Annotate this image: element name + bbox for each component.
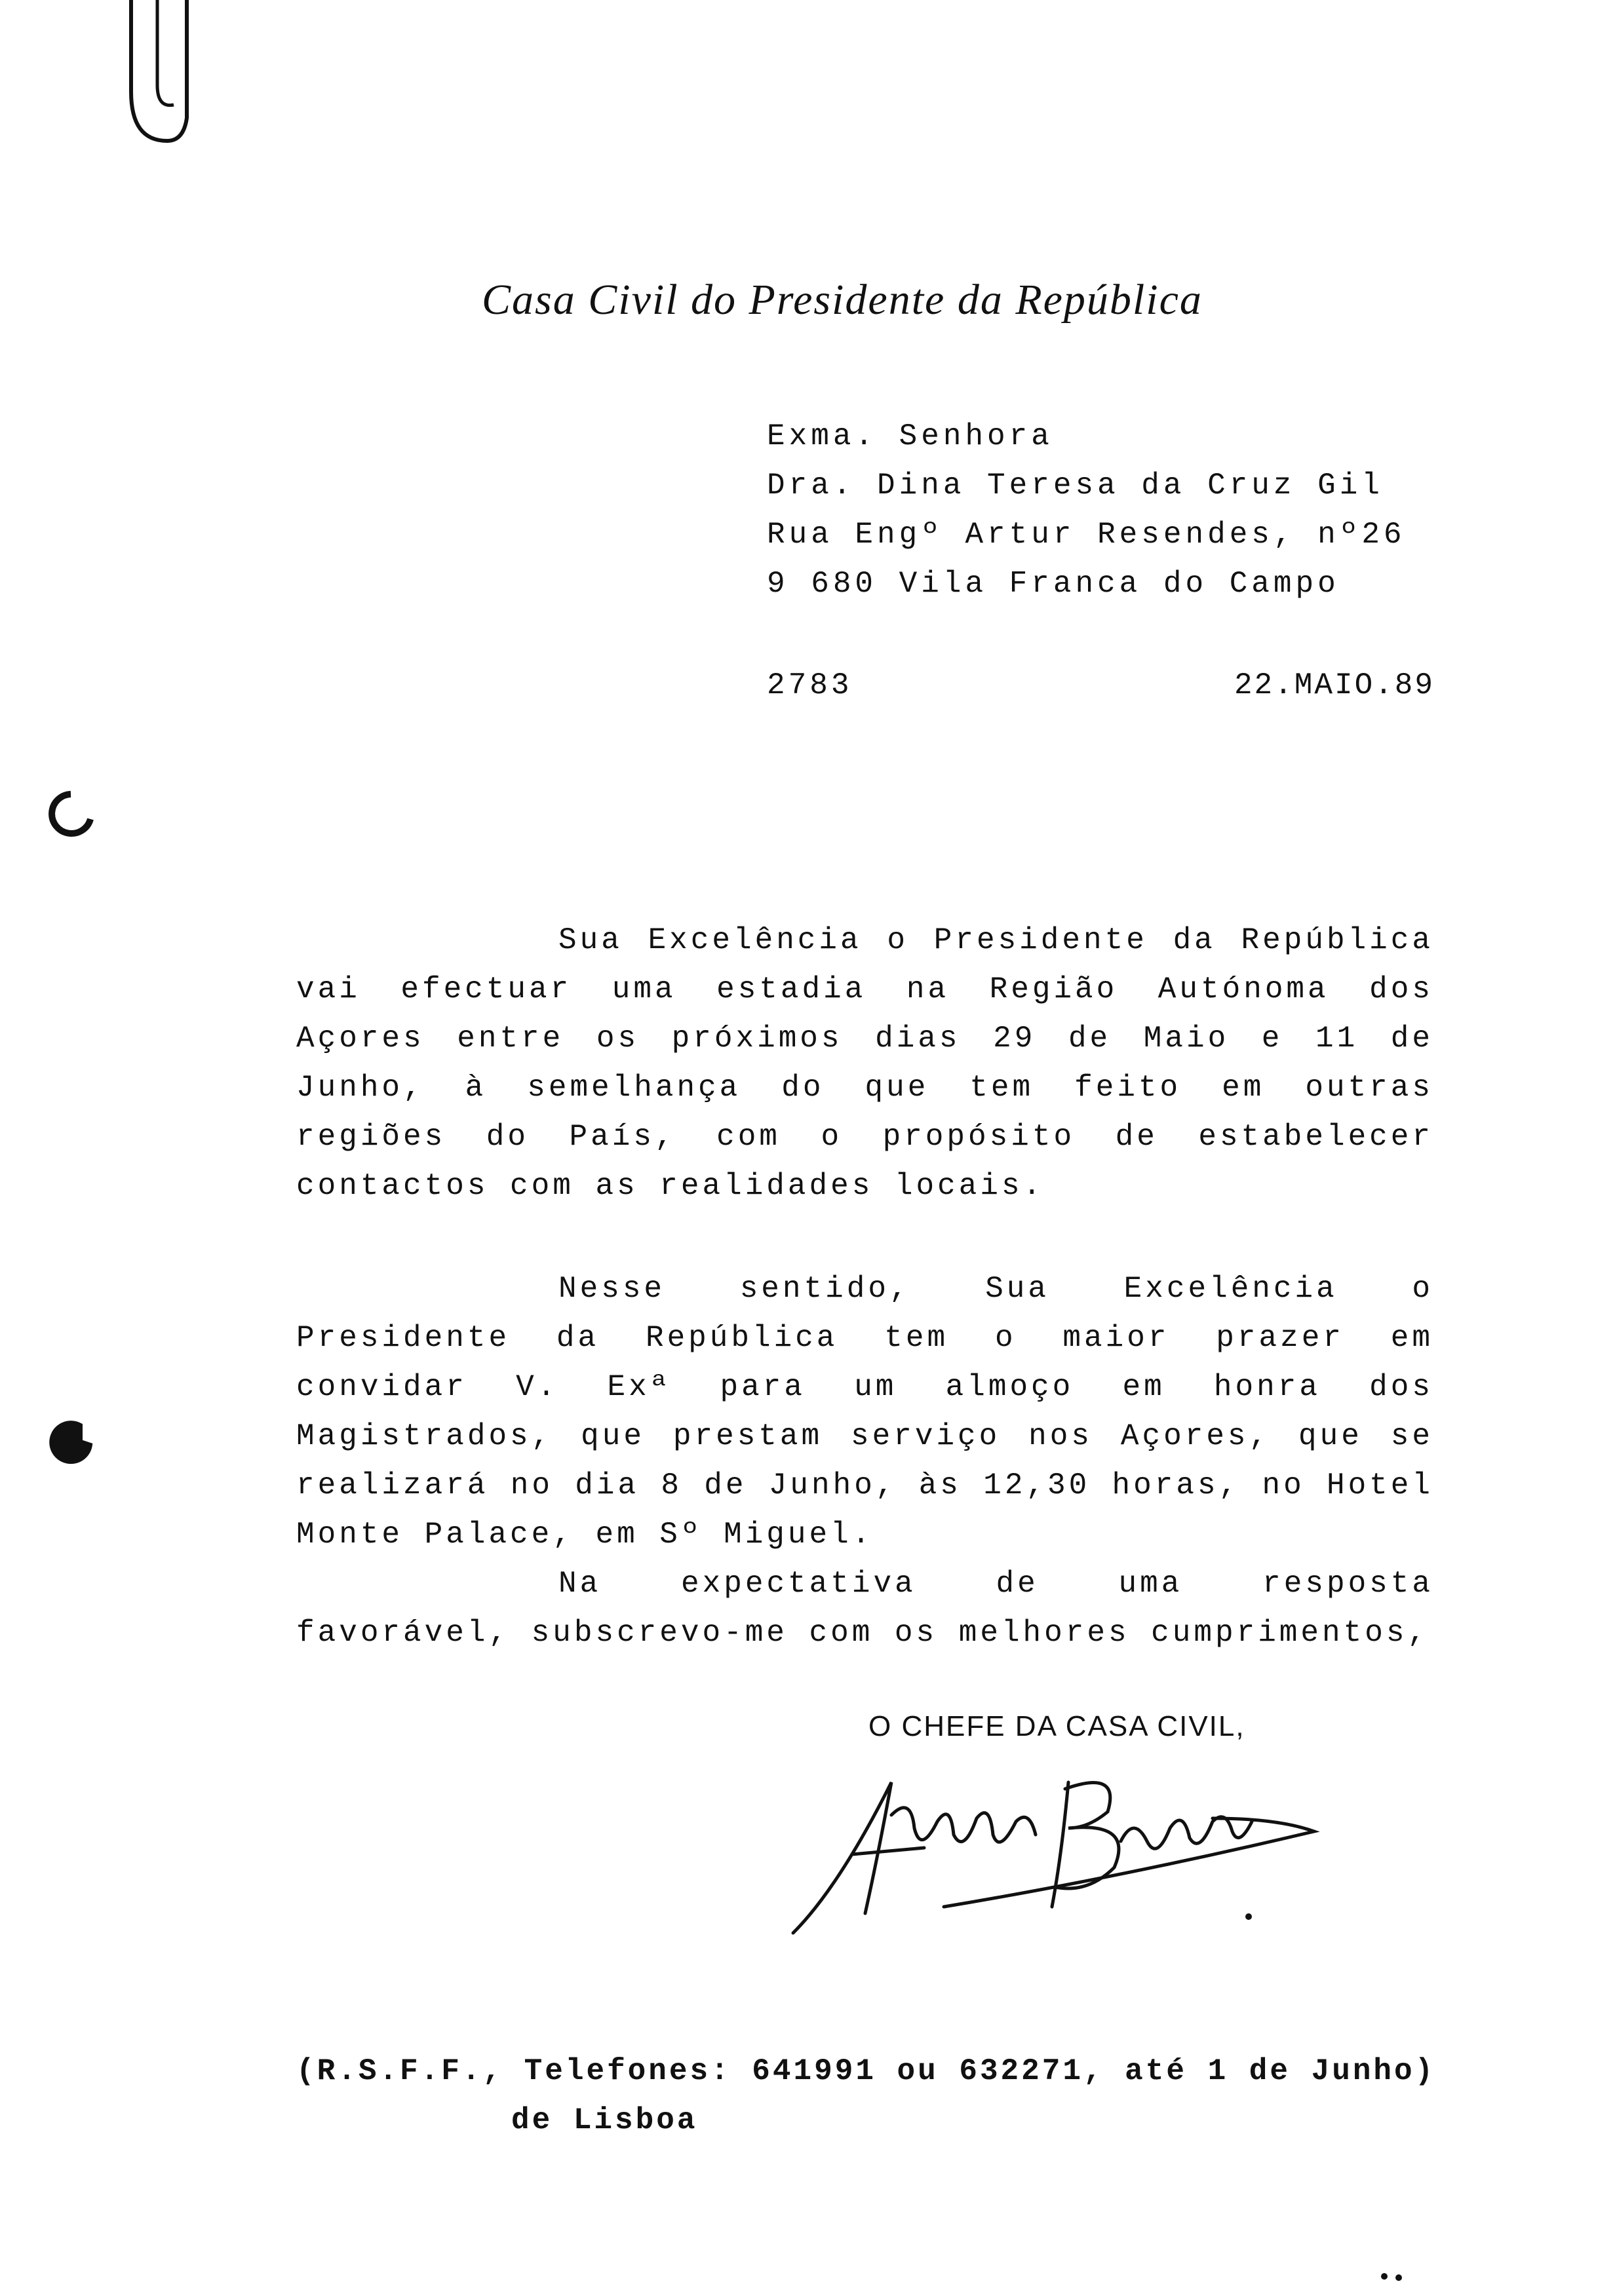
reference-number: 2783 — [767, 668, 853, 702]
body-paragraph-1: Sua Excelência o Presidente da República vai efectuar uma estadia na Região Autónoma dos Açores entre os próximos dias 29 de Maio e 11 de Junho, à semelhança do que tem feito em outras regiões do País, com o propósito de estabelecer contactos com as realidades locais. — [296, 923, 1433, 1203]
punch-hole-mark — [45, 786, 104, 845]
letterhead-title: Casa Civil do Presidente da República — [482, 276, 1203, 324]
recipient-salutation: Exma. Senhora — [767, 419, 1053, 453]
body-paragraph-2: Nesse sentido, Sua Excelência o Presidente da República tem o maior prazer em convidar V. Exª para um almoço em honra dos Magistrados, que prestam serviço nos Açores, que se realizará no dia 8 de Junho, às 12,30 horas, no Hotel Monte Palace, em Sº Miguel. — [296, 1272, 1433, 1552]
footer-contact-info: (R.S.F.F., Telefones: 641991 ou 632271, até 1 de Junho) — [296, 2054, 1436, 2088]
closing-title: O CHEFE DA CASA CIVIL, — [868, 1710, 1245, 1742]
recipient-name: Dra. Dina Teresa da Cruz Gil — [767, 469, 1384, 503]
punch-hole-mark — [45, 1415, 104, 1474]
signature — [780, 1756, 1370, 1953]
recipient-city: 9 680 Vila Franca do Campo — [767, 567, 1340, 601]
letter-date: 22.MAIO.89 — [1234, 668, 1435, 702]
footer-location: de Lisboa — [511, 2103, 698, 2137]
scan-speck — [1376, 2267, 1416, 2287]
paper-clip-mark — [118, 0, 249, 170]
recipient-street: Rua Engº Artur Resendes, nº26 — [767, 518, 1406, 552]
body-paragraph-3: Na expectativa de uma resposta favorável, subscrevo-me com os melhores cumprimentos, — [296, 1567, 1433, 1650]
